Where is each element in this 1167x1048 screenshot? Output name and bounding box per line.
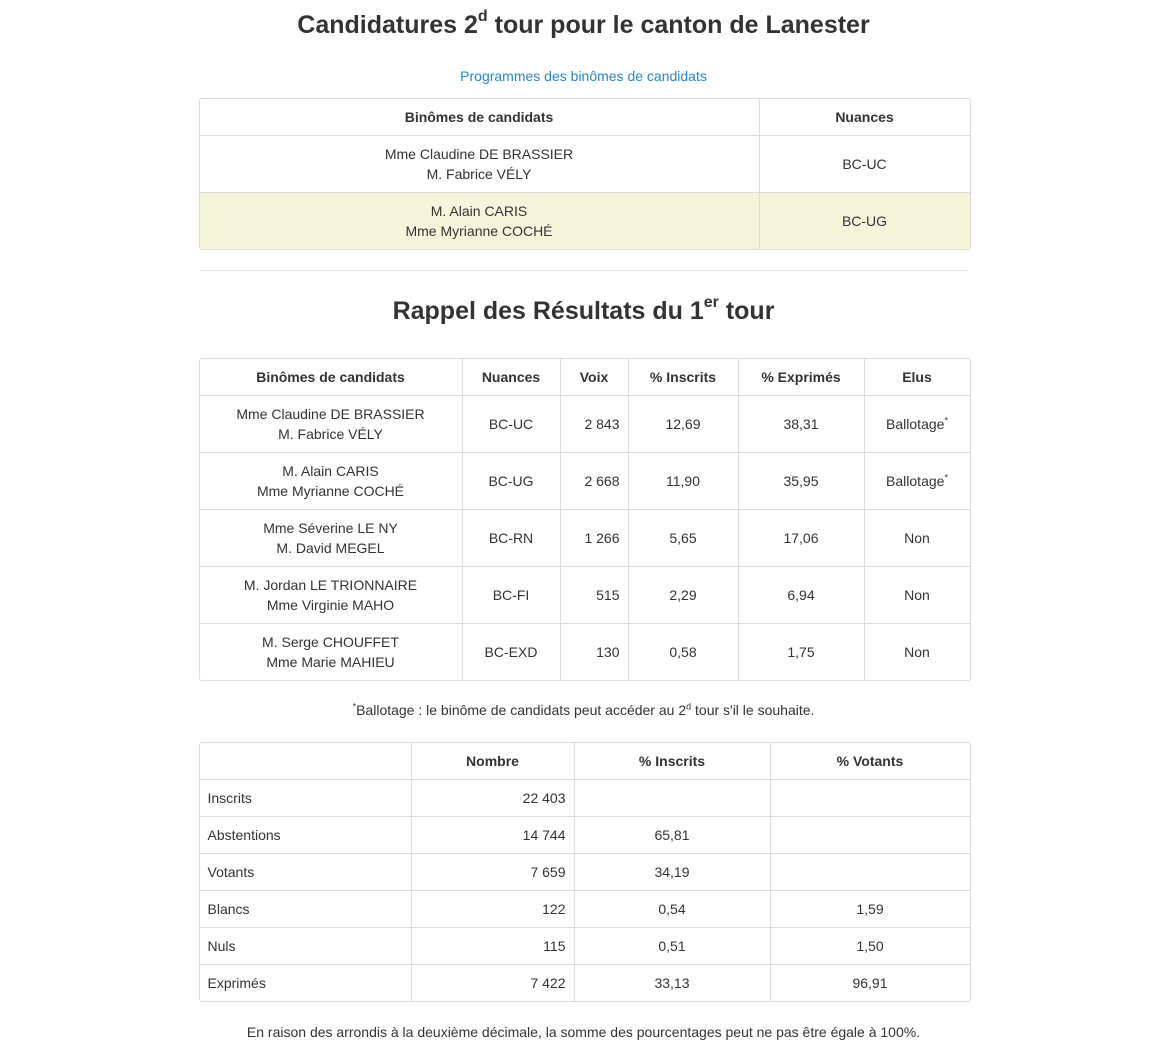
elus-cell xyxy=(865,623,970,680)
table-row xyxy=(200,964,970,1001)
pct-inscrits-cell: 65,81 xyxy=(575,816,771,853)
row-label: Inscrits xyxy=(200,779,412,816)
voix-cell: 2 668 xyxy=(561,452,629,509)
row-label: Abstentions xyxy=(200,816,412,853)
column-header: % Inscrits xyxy=(575,743,771,779)
elus-value: Ballotage xyxy=(886,416,945,432)
candidate-name: M. Fabrice VÉLY xyxy=(426,166,532,182)
column-header: Nuances xyxy=(835,109,894,125)
pct-votants-cell xyxy=(771,816,970,853)
candidate-name: Mme Claudine DE BRASSIER xyxy=(236,406,425,422)
column-header: % Inscrits xyxy=(629,359,739,395)
section-divider xyxy=(199,270,969,271)
table-row xyxy=(200,816,970,853)
nombre-cell: 22 403 xyxy=(412,779,575,816)
nombre-cell: 122 xyxy=(412,890,575,927)
table-row xyxy=(200,395,970,452)
pct-votants-cell xyxy=(771,853,970,890)
table-header-row xyxy=(200,99,970,135)
table-row xyxy=(200,927,970,964)
round2-candidates-table xyxy=(199,98,971,250)
candidate-name: Mme Myrianne COCHÉ xyxy=(405,223,553,239)
pct-exprimes-cell: 6,94 xyxy=(739,566,865,623)
pct-inscrits-cell: 0,51 xyxy=(575,927,771,964)
pct-exprimes-cell: 17,06 xyxy=(739,509,865,566)
table-header-row xyxy=(200,743,970,779)
candidate-name: Mme Claudine DE BRASSIER xyxy=(384,146,574,162)
voix-cell: 1 266 xyxy=(561,509,629,566)
column-header: Nombre xyxy=(412,743,575,779)
nuance-cell: BC-UC xyxy=(760,135,970,192)
candidate-name: Mme Myrianne COCHÉ xyxy=(256,483,405,499)
candidate-name: M. Jordan LE TRIONNAIRE xyxy=(243,577,418,593)
table-row xyxy=(200,452,970,509)
pct-inscrits-cell: 2,29 xyxy=(629,566,739,623)
results-title-superscript: er xyxy=(703,293,719,311)
voix-cell: 515 xyxy=(561,566,629,623)
footnote-marker: * xyxy=(944,472,948,483)
elus-cell xyxy=(865,566,970,623)
table-row xyxy=(200,135,970,192)
pct-inscrits-cell: 34,19 xyxy=(575,853,771,890)
elus-value: Ballotage xyxy=(886,473,945,489)
voix-cell: 2 843 xyxy=(561,395,629,452)
nuance-cell: BC-RN xyxy=(463,509,561,566)
candidate-name: Mme Virginie MAHO xyxy=(266,597,395,613)
pct-inscrits-cell: 0,54 xyxy=(575,890,771,927)
nuance-cell: BC-UG xyxy=(760,192,970,249)
column-header: Voix xyxy=(561,359,629,395)
results-title xyxy=(199,293,969,342)
pct-inscrits-cell: 0,58 xyxy=(629,623,739,680)
pct-votants-cell: 96,91 xyxy=(771,964,970,1001)
results-title-text-end: tour xyxy=(718,297,775,325)
candidates-cell xyxy=(200,623,463,680)
nombre-cell: 7 422 xyxy=(412,964,575,1001)
programmes-link[interactable]: Programmes des binômes de candidats xyxy=(460,68,707,84)
candidates-cell xyxy=(200,509,463,566)
elus-cell xyxy=(865,452,970,509)
pct-exprimes-cell: 35,95 xyxy=(739,452,865,509)
voix-cell: 130 xyxy=(561,623,629,680)
title-text: Candidatures 2 xyxy=(297,11,478,39)
rounding-footnote: En raison des arrondis à la deuxième décimale, la somme des pourcentages peut ne pas être égale à 100%. xyxy=(246,1024,921,1040)
note-superscript: d xyxy=(686,701,692,712)
column-header: Elus xyxy=(902,369,932,385)
column-header: Nuances xyxy=(463,359,561,395)
title-text-end: tour pour le canton de Lanester xyxy=(487,11,870,39)
candidates-cell xyxy=(200,395,463,452)
pct-votants-cell: 1,50 xyxy=(771,927,970,964)
row-label: Nuls xyxy=(200,927,412,964)
table-row xyxy=(200,192,970,249)
pct-inscrits-cell: 11,90 xyxy=(629,452,739,509)
candidate-name: Mme Marie MAHIEU xyxy=(266,654,395,670)
pct-votants-cell xyxy=(771,779,970,816)
round1-results-table xyxy=(199,358,971,681)
column-header: Binômes de candidats xyxy=(200,99,760,135)
candidate-name: M. Serge CHOUFFET xyxy=(262,634,399,650)
candidate-name: Mme Séverine LE NY xyxy=(263,520,398,536)
pct-votants-cell: 1,59 xyxy=(771,890,970,927)
pct-exprimes-cell: 1,75 xyxy=(739,623,865,680)
candidates-cell xyxy=(200,566,463,623)
table-row xyxy=(200,853,970,890)
pct-inscrits-cell: 33,13 xyxy=(575,964,771,1001)
candidate-name: M. Alain CARIS xyxy=(430,203,528,219)
programmes-link-row xyxy=(199,68,969,98)
nuance-cell: BC-UC xyxy=(463,395,561,452)
elus-value: Non xyxy=(904,530,930,546)
elus-value: Non xyxy=(904,587,930,603)
candidate-name: M. Fabrice VÉLY xyxy=(278,426,383,442)
elus-cell xyxy=(865,395,970,452)
nuance-cell: BC-EXD xyxy=(463,623,561,680)
footnote-marker: * xyxy=(944,415,948,426)
column-header xyxy=(200,743,412,779)
table-header-row xyxy=(200,359,970,395)
note-text-end: tour s'il le souhaite. xyxy=(691,702,815,718)
stats-table xyxy=(199,742,971,1002)
table-row xyxy=(200,566,970,623)
nombre-cell: 14 744 xyxy=(412,816,575,853)
column-header: % Exprimés xyxy=(739,359,865,395)
elus-cell xyxy=(865,509,970,566)
candidates-cell xyxy=(200,135,760,192)
table-row xyxy=(200,779,970,816)
column-header: Binômes de candidats xyxy=(200,359,463,395)
row-label: Blancs xyxy=(200,890,412,927)
footnote-marker: * xyxy=(352,701,357,712)
nuance-cell: BC-UG xyxy=(463,452,561,509)
page-title xyxy=(199,0,969,52)
ballotage-note xyxy=(199,702,969,742)
pct-exprimes-cell: 38,31 xyxy=(739,395,865,452)
table-row xyxy=(200,623,970,680)
elus-value: Non xyxy=(904,644,930,660)
table-row xyxy=(200,890,970,927)
column-header: % Votants xyxy=(836,753,904,769)
row-label: Votants xyxy=(200,853,412,890)
nombre-cell: 7 659 xyxy=(412,853,575,890)
page-container xyxy=(199,0,969,1040)
pct-inscrits-cell: 12,69 xyxy=(629,395,739,452)
candidate-name: M. Alain CARIS xyxy=(282,463,379,479)
note-text: Ballotage : le binôme de candidats peut accéder au 2 xyxy=(356,702,687,718)
title-superscript: d xyxy=(477,7,488,25)
pct-inscrits-cell: 5,65 xyxy=(629,509,739,566)
nombre-cell: 115 xyxy=(412,927,575,964)
candidate-name: M. David MEGEL xyxy=(276,540,385,556)
table-row xyxy=(200,509,970,566)
nuance-cell: BC-FI xyxy=(463,566,561,623)
pct-inscrits-cell xyxy=(575,779,771,816)
candidates-cell xyxy=(200,192,760,249)
candidates-cell xyxy=(200,452,463,509)
row-label: Exprimés xyxy=(200,964,412,1001)
results-title-text: Rappel des Résultats du 1 xyxy=(392,297,704,325)
